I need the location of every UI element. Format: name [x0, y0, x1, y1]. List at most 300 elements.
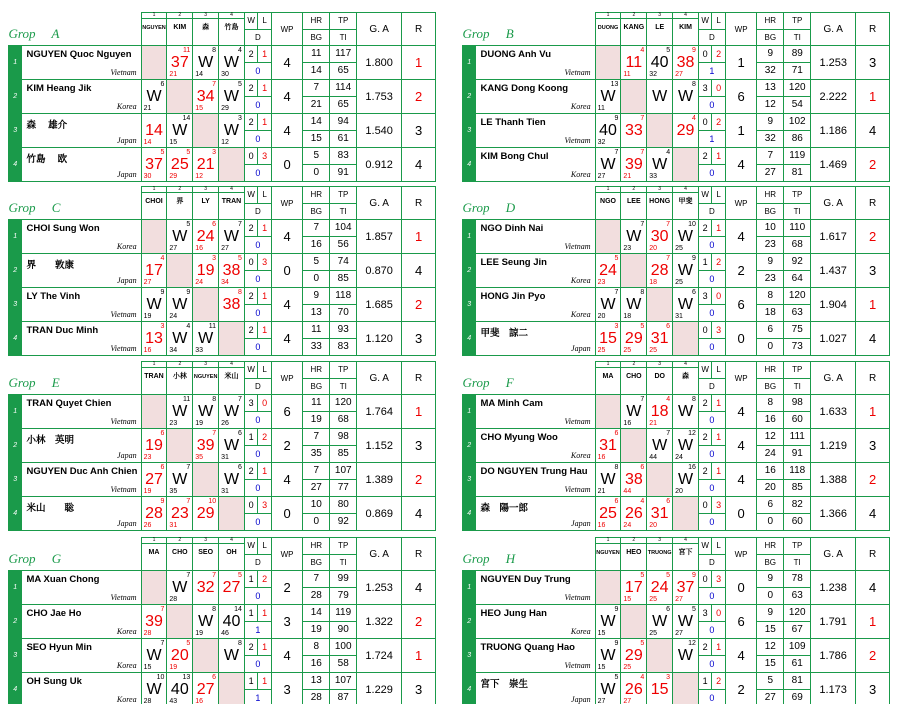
losses: 1: [712, 639, 725, 656]
match-score: 6 38 44: [621, 463, 647, 497]
score-value: 19: [145, 437, 163, 454]
losses: 0: [258, 395, 271, 412]
r-header: R: [856, 13, 890, 46]
bg-value: 0: [303, 271, 330, 288]
player-index: 2: [9, 80, 22, 114]
bg-value: 28: [303, 588, 330, 605]
tp-value: 80: [330, 497, 357, 514]
ti-header: TI: [330, 203, 357, 220]
tp-value: 98: [330, 429, 357, 446]
l-header: L: [712, 538, 725, 555]
tp-header: TP: [330, 538, 357, 555]
player-info: [22, 220, 141, 254]
column-player-name: 小林: [172, 373, 187, 380]
player-index: 1: [9, 46, 22, 80]
match-score: 6 W 31: [673, 288, 699, 322]
ga-value: 1.229: [357, 673, 402, 704]
l-header: L: [258, 538, 271, 555]
match-score: 9 38 27: [673, 46, 699, 80]
match-score: 7 34 15: [193, 80, 219, 114]
ti-value: 68: [784, 237, 811, 254]
draws: 0: [244, 514, 271, 531]
match-score: 9 W 25: [673, 254, 699, 288]
match-score: 5 24 25: [647, 571, 673, 605]
player-info: [22, 114, 141, 148]
player-index: 3: [9, 463, 22, 497]
player-index: 3: [463, 288, 476, 322]
player-info: [22, 639, 141, 673]
match-score: 5 W 27: [595, 673, 621, 704]
wins: 2: [244, 46, 257, 63]
ga-value: 1.152: [357, 429, 402, 463]
player-country: Korea: [116, 102, 137, 111]
ga-value: 1.540: [357, 114, 402, 148]
ti-value: 63: [784, 588, 811, 605]
player-name: NGO Dinh Nai: [480, 223, 544, 234]
win-points: 4: [725, 148, 756, 182]
column-player-name: LY: [201, 198, 210, 205]
wins: 2: [244, 639, 257, 656]
win-points: 4: [725, 220, 756, 254]
match-score: 6 27 19: [141, 463, 167, 497]
bg-value: 33: [303, 339, 330, 356]
score-value: W: [652, 613, 668, 630]
draws: 0: [244, 237, 271, 254]
ti-value: 61: [784, 656, 811, 673]
d-header: D: [244, 554, 271, 571]
player-info: [22, 80, 141, 114]
rank-value: 3: [856, 673, 890, 704]
match-score: 7 W 27: [219, 220, 245, 254]
bg-value: 16: [757, 412, 784, 429]
match-score: 5 W 29: [219, 80, 245, 114]
player-info: [476, 46, 595, 80]
bg-value: 23: [757, 237, 784, 254]
win-points: 4: [271, 46, 302, 80]
ti-value: 90: [330, 622, 357, 639]
r-header: R: [856, 362, 890, 395]
player-country: Korea: [570, 276, 591, 285]
ti-value: 86: [784, 131, 811, 148]
player-index: 3: [463, 114, 476, 148]
wins: 3: [698, 288, 711, 305]
wp-header: WP: [271, 362, 302, 395]
score-value: 39: [196, 437, 215, 454]
hr-header: HR: [303, 187, 330, 204]
player-index: 4: [463, 148, 476, 182]
losses: 1: [258, 114, 271, 131]
w-header: W: [244, 13, 257, 30]
score-value: 24: [599, 262, 617, 279]
player-index: 2: [463, 429, 476, 463]
ga-header: G. A: [811, 362, 856, 395]
score-value: W: [146, 647, 162, 664]
hr-value: 6: [757, 497, 784, 514]
rank-value: 1: [856, 605, 890, 639]
bg-value: 0: [303, 514, 330, 531]
draws: 1: [698, 131, 725, 148]
match-score: 7 W 44: [647, 429, 673, 463]
player-country: Vietnam: [110, 68, 137, 77]
player-info: [476, 288, 595, 322]
column-player-name: KIM: [173, 24, 187, 31]
ga-value: 1.764: [357, 395, 402, 429]
tp-value: 119: [330, 605, 357, 622]
score-value: 38: [222, 296, 241, 313]
ti-header: TI: [784, 554, 811, 571]
win-points: 4: [271, 220, 302, 254]
bg-value: 27: [757, 690, 784, 704]
score-value: W: [677, 88, 694, 105]
column-player-name: NGUYEN: [193, 374, 218, 380]
match-score: 7 32: [193, 571, 219, 605]
wins: 0: [698, 46, 711, 63]
group-label: Grop E: [8, 374, 60, 390]
score-value: 40: [650, 54, 669, 71]
player-country: Vietnam: [564, 242, 591, 251]
losses: 1: [258, 605, 271, 622]
score-value: W: [677, 471, 694, 488]
tp-value: 120: [784, 605, 811, 622]
column-player-name: KIM: [679, 24, 692, 31]
score-value: W: [223, 471, 240, 488]
losses: 1: [712, 148, 725, 165]
d-header: D: [244, 378, 271, 395]
ti-value: 65: [330, 63, 357, 80]
bg-value: 18: [757, 305, 784, 322]
player-info: [476, 571, 595, 605]
r-header: R: [402, 362, 436, 395]
player-info: [22, 395, 141, 429]
losses: 2: [712, 254, 725, 271]
win-points: 4: [725, 395, 756, 429]
self-cell: [167, 605, 193, 639]
score-value: 32: [196, 579, 215, 596]
match-score: 11 W 23: [167, 395, 193, 429]
hr-value: 16: [757, 463, 784, 480]
group-table: [462, 186, 890, 356]
ga-value: 1.437: [811, 254, 856, 288]
ti-header: TI: [330, 29, 357, 46]
player-country: Vietnam: [564, 417, 591, 426]
ga-header: G. A: [357, 187, 402, 220]
l-header: L: [258, 187, 271, 204]
hr-value: 12: [757, 639, 784, 656]
r-header: R: [402, 13, 436, 46]
match-score: 10 W 25: [673, 220, 699, 254]
draws: 0: [698, 656, 725, 673]
w-header: W: [698, 362, 711, 379]
score-value: W: [172, 228, 188, 245]
tp-value: 92: [784, 254, 811, 271]
tp-value: 100: [330, 639, 357, 656]
column-header: 1 MA: [595, 362, 621, 395]
group-table: [462, 537, 890, 704]
match-score: 6 25 16: [595, 497, 621, 531]
win-points: 4: [271, 639, 302, 673]
hr-value: 7: [757, 148, 784, 165]
match-score: 7 30 20: [647, 220, 673, 254]
column-header: 2 LEE: [621, 187, 647, 220]
ga-value: 1.904: [811, 288, 856, 322]
win-points: 4: [725, 429, 756, 463]
group-a: [8, 12, 436, 180]
draws: 0: [244, 97, 271, 114]
hr-value: 9: [303, 288, 330, 305]
match-score: 8 W 19: [193, 395, 219, 429]
bg-header: BG: [303, 203, 330, 220]
group-table: [462, 361, 890, 531]
player-info: [476, 395, 595, 429]
score-value: 40: [170, 681, 189, 698]
tp-value: 117: [330, 46, 357, 63]
wp-header: WP: [725, 362, 756, 395]
wins: 2: [244, 80, 257, 97]
score-value: 28: [145, 505, 163, 522]
wins: 2: [698, 463, 711, 480]
score-value: 17: [624, 579, 643, 596]
win-points: 4: [271, 80, 302, 114]
ga-value: 1.238: [811, 571, 856, 605]
score-value: 33: [624, 122, 643, 139]
ga-value: 1.027: [811, 322, 856, 356]
ti-value: 85: [330, 271, 357, 288]
losses: 1: [258, 639, 271, 656]
score-value: 18: [650, 403, 669, 420]
match-score: 7 39 28: [141, 605, 167, 639]
ga-value: 1.253: [811, 46, 856, 80]
column-player-name: TRAN: [144, 373, 164, 380]
hr-header: HR: [303, 13, 330, 30]
player-index: 3: [9, 288, 22, 322]
tp-value: 109: [784, 639, 811, 656]
self-cell: [193, 639, 219, 673]
rank-value: 3: [856, 254, 890, 288]
player-index: 4: [463, 322, 476, 356]
tp-value: 120: [330, 395, 357, 412]
group-label: Grop C: [8, 199, 61, 215]
group-table: [8, 186, 436, 356]
losses: 2: [712, 114, 725, 131]
wins: 2: [698, 639, 711, 656]
match-score: 4 W 30: [219, 46, 245, 80]
player-info: [22, 148, 141, 182]
column-header: 2 KANG: [621, 13, 647, 46]
self-cell: [673, 148, 699, 182]
match-score: 6 31 20: [647, 497, 673, 531]
losses: 3: [258, 497, 271, 514]
player-country: Korea: [570, 451, 591, 460]
column-player-name: LEE: [627, 198, 641, 205]
tp-value: 111: [784, 429, 811, 446]
hr-value: 7: [303, 80, 330, 97]
column-header: 2 HEO: [621, 538, 647, 571]
tp-value: 118: [784, 463, 811, 480]
draws: 0: [244, 165, 271, 182]
ga-value: 1.724: [357, 639, 402, 673]
player-name: 宮下 崇生: [480, 679, 528, 690]
column-player-name: 米山: [224, 373, 239, 380]
group-e: [8, 361, 436, 529]
column-player-name: OH: [226, 549, 237, 556]
hr-value: 6: [757, 322, 784, 339]
player-index: 2: [9, 254, 22, 288]
column-header: 3 LY: [193, 187, 219, 220]
score-value: W: [146, 296, 162, 313]
ti-value: 60: [784, 412, 811, 429]
ti-value: 79: [330, 588, 357, 605]
score-value: 27: [145, 471, 163, 488]
player-country: Vietnam: [110, 417, 137, 426]
player-name: LY The Vinh: [26, 291, 81, 302]
tp-value: 120: [784, 288, 811, 305]
d-header: D: [698, 554, 725, 571]
hr-value: 8: [757, 395, 784, 412]
wins: 0: [698, 322, 711, 339]
match-score: 5 24 23: [595, 254, 621, 288]
hr-header: HR: [757, 13, 784, 30]
tp-value: 74: [330, 254, 357, 271]
bg-header: BG: [303, 29, 330, 46]
player-country: Vietnam: [564, 136, 591, 145]
player-info: [476, 148, 595, 182]
player-index: 4: [9, 148, 22, 182]
win-points: 6: [725, 605, 756, 639]
draws: 0: [698, 412, 725, 429]
ga-header: G. A: [811, 538, 856, 571]
player-name: HEO Jung Han: [480, 608, 547, 619]
win-points: 0: [271, 148, 302, 182]
score-value: W: [600, 471, 616, 488]
tp-value: 81: [784, 673, 811, 690]
draws: 0: [698, 165, 725, 182]
column-header: 1 TRAN: [141, 362, 167, 395]
match-score: 8 W: [673, 80, 699, 114]
ti-value: 60: [784, 514, 811, 531]
w-header: W: [698, 187, 711, 204]
group-g: [8, 537, 436, 704]
score-value: W: [198, 330, 214, 347]
wins: 2: [244, 288, 257, 305]
bg-header: BG: [303, 554, 330, 571]
rank-value: 4: [856, 497, 890, 531]
column-player-name: 界: [176, 198, 184, 205]
score-value: W: [677, 403, 694, 420]
player-index: 2: [463, 605, 476, 639]
hr-value: 9: [757, 605, 784, 622]
group-table: [462, 12, 890, 182]
d-header: D: [698, 378, 725, 395]
group-label: Grop A: [8, 25, 60, 41]
player-name: NGUYEN Duc Anh Chien: [26, 466, 138, 477]
match-score: 14 40 46: [219, 605, 245, 639]
score-value: W: [223, 54, 240, 71]
bg-value: 23: [757, 271, 784, 288]
l-header: L: [258, 13, 271, 30]
player-name: 小林 英明: [26, 435, 74, 446]
match-score: 9 W 15: [595, 639, 621, 673]
rank-value: 2: [402, 80, 436, 114]
group-title: [463, 13, 596, 46]
losses: 1: [258, 220, 271, 237]
win-points: 1: [725, 46, 756, 80]
hr-value: 10: [303, 497, 330, 514]
ti-value: 61: [330, 131, 357, 148]
column-header: 2 小林: [167, 362, 193, 395]
match-score: 7 23 31: [167, 497, 193, 531]
match-score: 6 19 23: [141, 429, 167, 463]
ti-value: 85: [784, 480, 811, 497]
ga-value: 1.617: [811, 220, 856, 254]
tp-value: 102: [784, 114, 811, 131]
ga-header: G. A: [357, 13, 402, 46]
l-header: L: [712, 13, 725, 30]
match-score: 4 17 27: [141, 254, 167, 288]
self-cell: [193, 463, 219, 497]
match-score: 13 40 43: [167, 673, 193, 704]
column-header: 1 NGUYEN: [141, 13, 167, 46]
bg-value: 15: [757, 656, 784, 673]
player-name: TRUONG Quang Hao: [480, 642, 575, 653]
score-value: W: [146, 88, 162, 105]
match-score: 8 W 21: [595, 463, 621, 497]
tp-header: TP: [330, 362, 357, 379]
tp-header: TP: [330, 187, 357, 204]
tp-value: 99: [330, 571, 357, 588]
player-country: Korea: [570, 310, 591, 319]
ti-value: 91: [330, 165, 357, 182]
player-country: Vietnam: [110, 310, 137, 319]
win-points: 6: [725, 288, 756, 322]
column-header: 2 CHO: [167, 538, 193, 571]
match-score: 10 29: [193, 497, 219, 531]
player-info: [476, 497, 595, 531]
ga-value: 1.633: [811, 395, 856, 429]
w-header: W: [698, 13, 711, 30]
player-info: [22, 463, 141, 497]
score-value: W: [677, 437, 694, 454]
score-value: 29: [196, 505, 215, 522]
wins: 2: [698, 148, 711, 165]
draws: 0: [244, 131, 271, 148]
column-header: 3 TRUONG: [647, 538, 673, 571]
score-value: 40: [222, 613, 241, 630]
win-points: 4: [271, 463, 302, 497]
w-header: W: [244, 187, 257, 204]
score-value: W: [626, 296, 642, 313]
ga-value: 1.857: [357, 220, 402, 254]
group-label: Grop F: [462, 374, 514, 390]
column-header: 2 CHO: [621, 362, 647, 395]
losses: 0: [712, 80, 725, 97]
losses: 1: [258, 673, 271, 690]
player-info: [476, 429, 595, 463]
player-info: [22, 288, 141, 322]
score-value: 30: [650, 228, 669, 245]
draws: 0: [698, 97, 725, 114]
self-cell: [595, 220, 621, 254]
rank-value: 4: [402, 148, 436, 182]
player-country: Korea: [116, 661, 137, 670]
score-value: W: [172, 122, 188, 139]
self-cell: [167, 254, 193, 288]
score-value: 13: [145, 330, 163, 347]
ga-header: G. A: [811, 187, 856, 220]
column-player-name: 森: [202, 24, 210, 31]
group-title: [463, 187, 596, 220]
draws: 0: [698, 690, 725, 704]
draws: 0: [698, 271, 725, 288]
